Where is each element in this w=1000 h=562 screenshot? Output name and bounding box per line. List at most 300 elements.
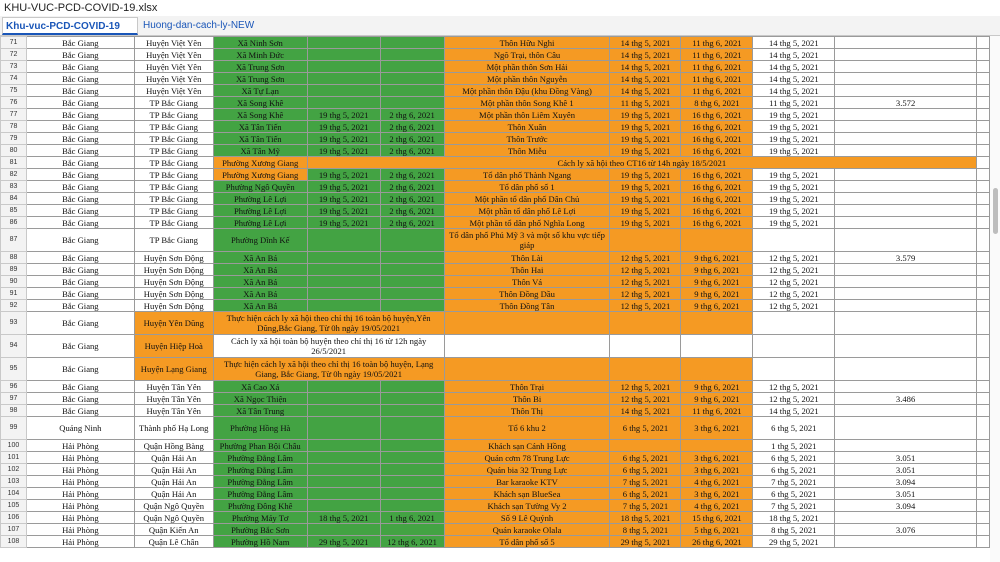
table-cell[interactable]: TP Bắc Giang [134, 205, 213, 217]
table-cell[interactable] [976, 205, 989, 217]
table-cell[interactable]: Bắc Giang [26, 205, 134, 217]
table-cell[interactable]: Huyện Sơn Động [134, 252, 213, 264]
table-cell[interactable]: 11 thg 6, 2021 [681, 61, 753, 73]
table-cell[interactable] [380, 405, 444, 417]
table-cell[interactable]: 26 thg 6, 2021 [681, 536, 753, 548]
table-cell[interactable]: 14 thg 5, 2021 [753, 405, 835, 417]
row-number[interactable]: 94 [1, 335, 27, 358]
table-cell[interactable] [835, 169, 977, 181]
table-cell[interactable] [835, 276, 977, 288]
table-cell[interactable]: Xã Trung Sơn [213, 73, 307, 85]
table-cell[interactable] [835, 229, 977, 252]
row-number[interactable]: 77 [1, 109, 27, 121]
table-cell[interactable]: Hải Phòng [26, 536, 134, 548]
table-cell[interactable]: 16 thg 6, 2021 [681, 109, 753, 121]
table-cell[interactable]: 14 thg 5, 2021 [610, 61, 681, 73]
table-cell[interactable]: TP Bắc Giang [134, 181, 213, 193]
table-cell[interactable] [976, 181, 989, 193]
table-cell[interactable] [835, 300, 977, 312]
table-cell[interactable]: Tổ dân phố số 5 [444, 536, 610, 548]
table-cell[interactable]: Xã An Bá [213, 252, 307, 264]
table-cell[interactable]: Quận Hải An [134, 476, 213, 488]
table-cell[interactable]: Xã Ninh Sơn [213, 37, 307, 49]
table-cell[interactable]: Xã Song Khê [213, 109, 307, 121]
table-cell[interactable]: 14 thg 5, 2021 [610, 37, 681, 49]
table-cell[interactable]: 5 thg 6, 2021 [681, 524, 753, 536]
table-cell[interactable]: 19 thg 5, 2021 [307, 205, 380, 217]
table-cell[interactable] [976, 61, 989, 73]
table-cell[interactable]: Thôn Trước [444, 133, 610, 145]
table-cell[interactable]: Xã Tân Tiến [213, 133, 307, 145]
table-cell[interactable]: Bắc Giang [26, 229, 134, 252]
table-cell[interactable]: TP Bắc Giang [134, 217, 213, 229]
table-cell[interactable] [835, 288, 977, 300]
table-cell[interactable]: Bắc Giang [26, 61, 134, 73]
table-cell[interactable]: Bắc Giang [26, 393, 134, 405]
table-cell[interactable]: Phường Đằng Lâm [213, 452, 307, 464]
table-cell[interactable]: 6 thg 5, 2021 [753, 452, 835, 464]
tab-khu-vuc-pcd-covid-19[interactable]: Khu-vuc-PCD-COVID-19 [2, 17, 138, 35]
table-cell[interactable] [307, 61, 380, 73]
table-cell[interactable] [380, 73, 444, 85]
table-cell[interactable]: Hải Phòng [26, 452, 134, 464]
table-cell[interactable] [307, 440, 380, 452]
table-cell[interactable]: Một phần tổ dân phố Nghĩa Long [444, 217, 610, 229]
table-cell[interactable]: Xã An Bá [213, 276, 307, 288]
table-cell[interactable] [380, 252, 444, 264]
table-cell[interactable]: Một phần tổ dân phố Dân Chủ [444, 193, 610, 205]
table-cell[interactable]: Một phần thôn Liêm Xuyên [444, 109, 610, 121]
table-cell[interactable]: 6 thg 5, 2021 [753, 488, 835, 500]
table-cell[interactable] [610, 440, 681, 452]
table-cell[interactable]: 16 thg 6, 2021 [681, 145, 753, 157]
table-cell[interactable]: 9 thg 6, 2021 [681, 264, 753, 276]
table-cell[interactable]: 11 thg 6, 2021 [681, 73, 753, 85]
table-cell[interactable] [307, 49, 380, 61]
table-cell[interactable]: 3.579 [835, 252, 977, 264]
table-cell[interactable] [380, 264, 444, 276]
table-cell[interactable]: Thôn Hai [444, 264, 610, 276]
table-cell[interactable] [307, 464, 380, 476]
row-number[interactable]: 74 [1, 73, 27, 85]
table-cell[interactable]: Phường Lê Lợi [213, 205, 307, 217]
table-cell[interactable] [976, 440, 989, 452]
row-number[interactable]: 105 [1, 500, 27, 512]
table-cell[interactable]: 3.051 [835, 488, 977, 500]
table-cell[interactable]: Quận Hải An [134, 464, 213, 476]
table-cell[interactable]: Quán bia 32 Trung Lực [444, 464, 610, 476]
table-cell[interactable]: Thành phố Hạ Long [134, 417, 213, 440]
table-cell[interactable] [307, 393, 380, 405]
table-cell[interactable]: Huyện Yên Dũng [134, 312, 213, 335]
table-cell[interactable] [835, 440, 977, 452]
row-number[interactable]: 82 [1, 169, 27, 181]
table-cell[interactable]: Quận Hải An [134, 452, 213, 464]
table-cell[interactable]: Bắc Giang [26, 169, 134, 181]
row-number[interactable]: 96 [1, 381, 27, 393]
table-cell[interactable] [976, 85, 989, 97]
table-cell[interactable] [380, 288, 444, 300]
table-cell[interactable]: Phường Xương Giang [213, 169, 307, 181]
table-cell[interactable]: 2 thg 6, 2021 [380, 109, 444, 121]
table-cell[interactable]: Thực hiện cách ly xã hội theo chỉ thị 16 toàn bộ huyện,Yên Dũng,Bắc Giang, Từ 0h ngày 19/05/2021 [213, 312, 444, 335]
table-cell[interactable]: Quận Ngô Quyền [134, 512, 213, 524]
row-number[interactable]: 72 [1, 49, 27, 61]
table-cell[interactable]: 14 thg 5, 2021 [753, 73, 835, 85]
table-cell[interactable]: 12 thg 5, 2021 [610, 276, 681, 288]
table-cell[interactable]: 6 thg 5, 2021 [610, 464, 681, 476]
table-cell[interactable]: TP Bắc Giang [134, 133, 213, 145]
table-cell[interactable]: 14 thg 5, 2021 [610, 49, 681, 61]
table-cell[interactable]: 19 thg 5, 2021 [307, 109, 380, 121]
table-cell[interactable] [380, 452, 444, 464]
table-cell[interactable]: Huyện Tân Yên [134, 405, 213, 417]
table-cell[interactable]: 29 thg 5, 2021 [753, 536, 835, 548]
row-number[interactable]: 100 [1, 440, 27, 452]
table-cell[interactable]: 12 thg 5, 2021 [753, 264, 835, 276]
table-cell[interactable] [380, 229, 444, 252]
table-cell[interactable]: Xã Ngọc Thiện [213, 393, 307, 405]
table-cell[interactable]: 14 thg 5, 2021 [610, 405, 681, 417]
row-number[interactable]: 80 [1, 145, 27, 157]
table-cell[interactable]: 7 thg 5, 2021 [610, 476, 681, 488]
table-cell[interactable]: 16 thg 6, 2021 [681, 169, 753, 181]
table-cell[interactable]: 9 thg 6, 2021 [681, 276, 753, 288]
table-cell[interactable]: Huyện Việt Yên [134, 85, 213, 97]
table-cell[interactable] [976, 121, 989, 133]
table-cell[interactable] [380, 37, 444, 49]
table-cell[interactable]: Phường Lê Lợi [213, 193, 307, 205]
table-cell[interactable]: 16 thg 6, 2021 [681, 133, 753, 145]
table-cell[interactable] [976, 264, 989, 276]
table-cell[interactable]: 19 thg 5, 2021 [307, 217, 380, 229]
table-cell[interactable] [307, 405, 380, 417]
table-cell[interactable]: Phường Hồng Hà [213, 417, 307, 440]
table-cell[interactable]: Cách ly xã hội theo CT16 từ 14h ngày 18/5/2021 [307, 157, 976, 169]
table-cell[interactable]: Một phần thôn Song Khê 1 [444, 97, 610, 109]
table-cell[interactable]: Phường Lê Lợi [213, 217, 307, 229]
table-cell[interactable]: Bắc Giang [26, 264, 134, 276]
table-cell[interactable]: 14 thg 5, 2021 [753, 49, 835, 61]
table-cell[interactable]: 19 thg 5, 2021 [610, 217, 681, 229]
table-cell[interactable] [681, 312, 753, 335]
table-cell[interactable]: Quảng Ninh [26, 417, 134, 440]
table-cell[interactable]: 8 thg 5, 2021 [610, 524, 681, 536]
table-cell[interactable]: 19 thg 5, 2021 [753, 145, 835, 157]
table-cell[interactable]: Quận Lê Chân [134, 536, 213, 548]
table-cell[interactable]: Huyện Việt Yên [134, 37, 213, 49]
table-cell[interactable]: 9 thg 6, 2021 [681, 288, 753, 300]
table-cell[interactable]: 2 thg 6, 2021 [380, 217, 444, 229]
table-cell[interactable] [976, 288, 989, 300]
table-cell[interactable]: 11 thg 5, 2021 [753, 97, 835, 109]
table-cell[interactable]: Thôn Hữu Nghi [444, 37, 610, 49]
table-cell[interactable]: Xã An Bá [213, 300, 307, 312]
table-cell[interactable] [307, 476, 380, 488]
table-cell[interactable]: Bắc Giang [26, 85, 134, 97]
table-cell[interactable] [444, 335, 610, 358]
table-cell[interactable]: 19 thg 5, 2021 [610, 109, 681, 121]
table-cell[interactable] [976, 97, 989, 109]
table-cell[interactable]: 12 thg 6, 2021 [380, 536, 444, 548]
table-cell[interactable]: 1 thg 6, 2021 [380, 512, 444, 524]
table-cell[interactable]: TP Bắc Giang [134, 145, 213, 157]
table-cell[interactable] [835, 536, 977, 548]
table-cell[interactable] [976, 37, 989, 49]
row-number[interactable]: 104 [1, 488, 27, 500]
table-cell[interactable] [976, 512, 989, 524]
table-cell[interactable]: Huyện Việt Yên [134, 49, 213, 61]
table-cell[interactable] [380, 381, 444, 393]
table-cell[interactable] [307, 417, 380, 440]
table-cell[interactable]: Huyện Việt Yên [134, 73, 213, 85]
row-number[interactable]: 107 [1, 524, 27, 536]
table-cell[interactable] [976, 193, 989, 205]
table-cell[interactable]: 3 thg 6, 2021 [681, 452, 753, 464]
table-cell[interactable]: 6 thg 5, 2021 [610, 417, 681, 440]
table-cell[interactable]: Khách sạn BlueSea [444, 488, 610, 500]
table-cell[interactable]: Hải Phòng [26, 464, 134, 476]
table-cell[interactable]: Phường Xương Giang [213, 157, 307, 169]
table-cell[interactable]: Số 9 Lê Quýnh [444, 512, 610, 524]
table-cell[interactable]: Thôn Miễu [444, 145, 610, 157]
table-cell[interactable] [976, 157, 989, 169]
table-cell[interactable]: 14 thg 5, 2021 [610, 85, 681, 97]
table-cell[interactable] [835, 512, 977, 524]
row-number[interactable]: 95 [1, 358, 27, 381]
table-cell[interactable]: 12 thg 5, 2021 [610, 300, 681, 312]
table-cell[interactable]: 19 thg 5, 2021 [307, 193, 380, 205]
table-cell[interactable] [976, 524, 989, 536]
row-number[interactable]: 81 [1, 157, 27, 169]
table-cell[interactable]: Bắc Giang [26, 276, 134, 288]
scrollbar-thumb[interactable] [993, 188, 998, 234]
table-cell[interactable]: Bắc Giang [26, 335, 134, 358]
table-cell[interactable]: 16 thg 6, 2021 [681, 193, 753, 205]
table-cell[interactable]: Khách sạn Cánh Hồng [444, 440, 610, 452]
table-cell[interactable] [380, 61, 444, 73]
table-cell[interactable]: Một phần tổ dân phố Lê Lợi [444, 205, 610, 217]
table-cell[interactable] [380, 417, 444, 440]
table-cell[interactable] [444, 312, 610, 335]
table-cell[interactable]: Tổ 6 khu 2 [444, 417, 610, 440]
table-cell[interactable]: 12 thg 5, 2021 [753, 393, 835, 405]
table-cell[interactable]: 3 thg 6, 2021 [681, 417, 753, 440]
table-cell[interactable] [835, 264, 977, 276]
table-cell[interactable]: Phường Đông Khê [213, 500, 307, 512]
table-cell[interactable]: 12 thg 5, 2021 [753, 300, 835, 312]
table-cell[interactable]: 12 thg 5, 2021 [610, 288, 681, 300]
table-cell[interactable]: 11 thg 6, 2021 [681, 85, 753, 97]
table-cell[interactable] [307, 73, 380, 85]
table-cell[interactable] [753, 312, 835, 335]
table-cell[interactable]: Huyện Tân Yên [134, 393, 213, 405]
table-cell[interactable]: Xã An Bá [213, 288, 307, 300]
table-cell[interactable]: 9 thg 6, 2021 [681, 381, 753, 393]
table-cell[interactable]: Bắc Giang [26, 97, 134, 109]
row-number[interactable]: 108 [1, 536, 27, 548]
table-cell[interactable]: Phường Máy Tơ [213, 512, 307, 524]
table-cell[interactable]: 12 thg 5, 2021 [610, 381, 681, 393]
table-cell[interactable]: 14 thg 5, 2021 [610, 73, 681, 85]
table-cell[interactable] [307, 264, 380, 276]
table-cell[interactable]: 12 thg 5, 2021 [753, 381, 835, 393]
table-cell[interactable] [307, 288, 380, 300]
table-cell[interactable] [976, 488, 989, 500]
table-cell[interactable]: 11 thg 5, 2021 [610, 97, 681, 109]
table-cell[interactable]: Bắc Giang [26, 181, 134, 193]
table-cell[interactable] [380, 500, 444, 512]
table-cell[interactable] [307, 37, 380, 49]
table-cell[interactable] [380, 524, 444, 536]
table-cell[interactable] [835, 217, 977, 229]
row-number[interactable]: 89 [1, 264, 27, 276]
table-cell[interactable] [307, 488, 380, 500]
table-cell[interactable]: Xã Trung Sơn [213, 61, 307, 73]
row-number[interactable]: 76 [1, 97, 27, 109]
table-cell[interactable]: 3.572 [835, 97, 977, 109]
table-cell[interactable] [835, 85, 977, 97]
table-cell[interactable]: 16 thg 6, 2021 [681, 181, 753, 193]
table-cell[interactable]: Bắc Giang [26, 217, 134, 229]
table-cell[interactable]: 11 thg 6, 2021 [681, 405, 753, 417]
table-cell[interactable] [380, 440, 444, 452]
table-cell[interactable]: Bắc Giang [26, 73, 134, 85]
row-number[interactable]: 85 [1, 205, 27, 217]
table-cell[interactable]: 18 thg 5, 2021 [307, 512, 380, 524]
table-cell[interactable]: 14 thg 5, 2021 [753, 61, 835, 73]
table-cell[interactable]: 19 thg 5, 2021 [307, 121, 380, 133]
table-cell[interactable] [835, 405, 977, 417]
table-cell[interactable]: Tổ dân phố Thành Ngang [444, 169, 610, 181]
table-cell[interactable]: 3 thg 6, 2021 [681, 464, 753, 476]
table-cell[interactable] [976, 300, 989, 312]
table-cell[interactable]: TP Bắc Giang [134, 109, 213, 121]
table-cell[interactable]: Xã Minh Đức [213, 49, 307, 61]
table-cell[interactable] [976, 393, 989, 405]
table-cell[interactable] [380, 476, 444, 488]
table-cell[interactable]: 19 thg 5, 2021 [307, 169, 380, 181]
table-cell[interactable]: 12 thg 5, 2021 [753, 276, 835, 288]
table-cell[interactable]: Huyện Việt Yên [134, 61, 213, 73]
row-number[interactable]: 106 [1, 512, 27, 524]
table-cell[interactable]: TP Bắc Giang [134, 97, 213, 109]
table-cell[interactable] [835, 133, 977, 145]
table-cell[interactable] [976, 452, 989, 464]
table-cell[interactable]: Thôn Đồng Dầu [444, 288, 610, 300]
table-cell[interactable] [976, 73, 989, 85]
table-cell[interactable] [681, 229, 753, 252]
table-cell[interactable] [835, 381, 977, 393]
table-cell[interactable]: Xã Tân Tiến [213, 121, 307, 133]
row-number[interactable]: 99 [1, 417, 27, 440]
table-cell[interactable]: Hải Phòng [26, 476, 134, 488]
table-cell[interactable] [976, 417, 989, 440]
table-cell[interactable]: 19 thg 5, 2021 [307, 145, 380, 157]
table-cell[interactable]: Một phần thôn Sơn Hải [444, 61, 610, 73]
table-cell[interactable]: Phường Đằng Lâm [213, 476, 307, 488]
table-cell[interactable]: 19 thg 5, 2021 [753, 109, 835, 121]
table-cell[interactable] [444, 358, 610, 381]
table-cell[interactable] [835, 145, 977, 157]
table-cell[interactable] [307, 300, 380, 312]
row-number[interactable]: 92 [1, 300, 27, 312]
table-cell[interactable]: 15 thg 6, 2021 [681, 512, 753, 524]
table-cell[interactable]: 2 thg 6, 2021 [380, 145, 444, 157]
table-cell[interactable]: Bắc Giang [26, 193, 134, 205]
row-number[interactable]: 93 [1, 312, 27, 335]
table-cell[interactable] [307, 229, 380, 252]
table-cell[interactable] [976, 335, 989, 358]
table-cell[interactable]: Hải Phòng [26, 500, 134, 512]
table-cell[interactable]: 4 thg 6, 2021 [681, 476, 753, 488]
table-cell[interactable]: Quán karaoke Olala [444, 524, 610, 536]
table-cell[interactable]: 12 thg 5, 2021 [610, 264, 681, 276]
table-cell[interactable]: Quận Ngô Quyền [134, 500, 213, 512]
table-cell[interactable] [976, 49, 989, 61]
table-cell[interactable]: Thôn Đồng Tân [444, 300, 610, 312]
table-cell[interactable]: Quận Kiến An [134, 524, 213, 536]
table-cell[interactable]: TP Bắc Giang [134, 121, 213, 133]
table-cell[interactable] [307, 252, 380, 264]
table-cell[interactable]: Xã Song Khê [213, 97, 307, 109]
table-cell[interactable] [610, 335, 681, 358]
table-cell[interactable]: Bắc Giang [26, 381, 134, 393]
table-cell[interactable]: Hải Phòng [26, 512, 134, 524]
table-cell[interactable] [835, 181, 977, 193]
table-cell[interactable]: Huyện Tân Yên [134, 381, 213, 393]
table-cell[interactable]: Hải Phòng [26, 488, 134, 500]
table-cell[interactable]: 6 thg 5, 2021 [610, 488, 681, 500]
table-cell[interactable] [380, 85, 444, 97]
table-cell[interactable] [835, 37, 977, 49]
row-number[interactable]: 90 [1, 276, 27, 288]
table-cell[interactable]: 14 thg 5, 2021 [753, 85, 835, 97]
table-cell[interactable] [976, 405, 989, 417]
table-cell[interactable] [380, 464, 444, 476]
table-cell[interactable]: 2 thg 6, 2021 [380, 133, 444, 145]
table-cell[interactable] [835, 358, 977, 381]
table-cell[interactable]: 2 thg 6, 2021 [380, 181, 444, 193]
table-cell[interactable]: Xã Cao Xá [213, 381, 307, 393]
table-cell[interactable]: 11 thg 6, 2021 [681, 49, 753, 61]
table-cell[interactable] [976, 536, 989, 548]
table-cell[interactable]: 11 thg 6, 2021 [681, 37, 753, 49]
row-number[interactable]: 71 [1, 37, 27, 49]
table-cell[interactable]: 2 thg 6, 2021 [380, 121, 444, 133]
table-cell[interactable]: Thôn Lài [444, 252, 610, 264]
table-cell[interactable]: Quận Hồng Bàng [134, 440, 213, 452]
table-cell[interactable] [976, 145, 989, 157]
table-cell[interactable]: TP Bắc Giang [134, 229, 213, 252]
table-cell[interactable] [976, 381, 989, 393]
table-cell[interactable]: 19 thg 5, 2021 [753, 217, 835, 229]
table-cell[interactable]: Huyện Sơn Động [134, 264, 213, 276]
table-cell[interactable]: 4 thg 6, 2021 [681, 500, 753, 512]
table-cell[interactable]: 19 thg 5, 2021 [753, 121, 835, 133]
table-cell[interactable]: 29 thg 5, 2021 [307, 536, 380, 548]
table-cell[interactable]: 18 thg 5, 2021 [610, 512, 681, 524]
table-cell[interactable] [307, 276, 380, 288]
table-cell[interactable]: Bắc Giang [26, 37, 134, 49]
table-cell[interactable]: 29 thg 5, 2021 [610, 536, 681, 548]
row-number[interactable]: 84 [1, 193, 27, 205]
table-cell[interactable]: 7 thg 5, 2021 [610, 500, 681, 512]
table-cell[interactable]: Xã Tự Lạn [213, 85, 307, 97]
table-cell[interactable] [681, 335, 753, 358]
table-cell[interactable]: Bắc Giang [26, 252, 134, 264]
table-cell[interactable]: 19 thg 5, 2021 [753, 133, 835, 145]
